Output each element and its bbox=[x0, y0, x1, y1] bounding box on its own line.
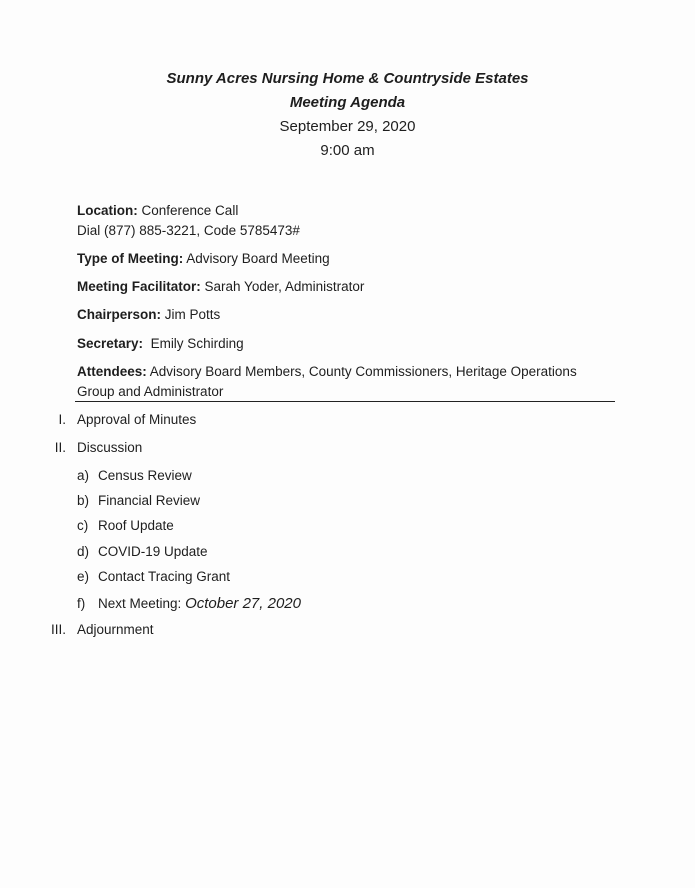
meeting-time: 9:00 am bbox=[320, 142, 375, 159]
document-title: Meeting Agenda bbox=[289, 94, 406, 111]
subitem-text: Census Review bbox=[98, 468, 192, 483]
meeting-date: September 29, 2020 bbox=[279, 118, 416, 135]
dial-in-info: Dial (877) 885-3221, Code 5785473# bbox=[77, 223, 300, 238]
facilitator-field bbox=[77, 277, 364, 297]
agenda-header bbox=[0, 67, 695, 163]
subitem-text: COVID-19 Update bbox=[98, 544, 208, 559]
secretary-value: Emily Schirding bbox=[150, 336, 244, 351]
organization-name: Sunny Acres Nursing Home & Countryside Estates bbox=[166, 70, 529, 87]
attendees-value-line2: Group and Administrator bbox=[77, 384, 224, 399]
item-text: Adjournment bbox=[77, 622, 154, 637]
subitem-letter: c) bbox=[77, 518, 89, 533]
facilitator-value: Sarah Yoder, Administrator bbox=[204, 279, 365, 294]
meeting-type-label: Type of Meeting: bbox=[77, 251, 184, 266]
item-text: Approval of Minutes bbox=[77, 412, 197, 427]
location-field bbox=[77, 201, 238, 221]
next-meeting-text bbox=[98, 594, 301, 614]
attendees-field bbox=[77, 362, 617, 382]
location-value: Conference Call bbox=[141, 203, 239, 218]
subitem-letter: d) bbox=[77, 544, 90, 559]
meeting-type-value: Advisory Board Meeting bbox=[186, 251, 330, 266]
item-numeral: III. bbox=[50, 622, 66, 637]
next-meeting-label: Next Meeting: bbox=[98, 596, 182, 611]
subitem-letter: f) bbox=[77, 596, 86, 611]
chairperson-label: Chairperson: bbox=[77, 307, 162, 322]
item-numeral: I. bbox=[58, 412, 66, 427]
section-divider bbox=[75, 401, 615, 402]
subitem-letter: b) bbox=[77, 493, 90, 508]
chairperson-field bbox=[77, 305, 220, 325]
item-numeral: II. bbox=[54, 440, 66, 455]
secretary-field bbox=[77, 334, 244, 354]
attendees-value-line1: Advisory Board Members, County Commissioners, Heritage Operations bbox=[149, 364, 577, 379]
location-label: Location: bbox=[77, 203, 138, 218]
subitem-text: Roof Update bbox=[98, 518, 174, 533]
chairperson-value: Jim Potts bbox=[164, 307, 221, 322]
secretary-label: Secretary: bbox=[77, 336, 144, 351]
subitem-letter: a) bbox=[77, 468, 90, 483]
next-meeting-date: October 27, 2020 bbox=[185, 595, 301, 612]
subitem-letter: e) bbox=[77, 569, 90, 584]
item-text: Discussion bbox=[77, 440, 143, 455]
facilitator-label: Meeting Facilitator: bbox=[77, 279, 201, 294]
subitem-text: Financial Review bbox=[98, 493, 201, 508]
attendees-label: Attendees: bbox=[77, 364, 147, 379]
subitem-text: Contact Tracing Grant bbox=[98, 569, 231, 584]
meeting-type-field bbox=[77, 249, 330, 269]
